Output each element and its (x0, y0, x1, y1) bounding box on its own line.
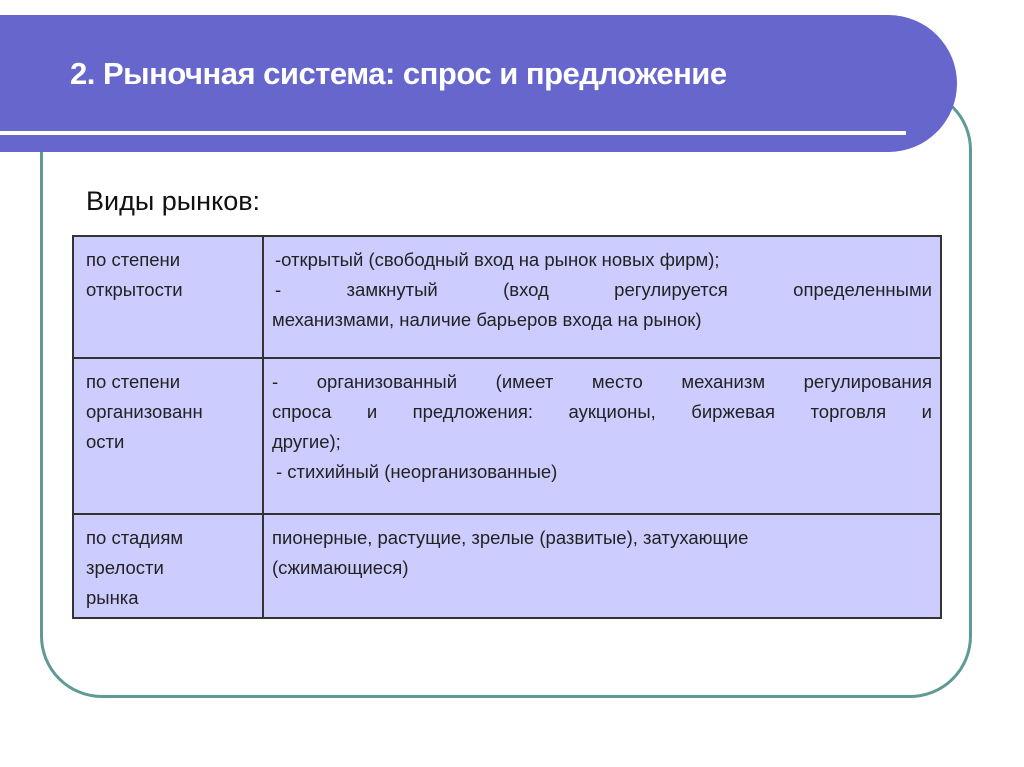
title-divider (0, 131, 906, 135)
description-line: механизмами, наличие барьеров входа на рынок) (272, 309, 702, 330)
table-row (73, 236, 941, 358)
row-description (263, 358, 941, 514)
category-line: организованн (86, 401, 203, 422)
row-category (73, 514, 263, 618)
description-line: спроса и предложения: аукционы, биржевая торговля и (272, 401, 932, 422)
markets-table (72, 235, 942, 619)
description-line: пионерные, растущие, зрелые (развитые), затухающие (272, 527, 749, 548)
description-line: - замкнутый (вход регулируется определенными (275, 279, 932, 300)
category-line: открытости (86, 279, 183, 300)
row-category (73, 358, 263, 514)
table-row (73, 358, 941, 514)
section-heading: Виды рынков: (86, 186, 261, 216)
description-line: (сжимающиеся) (272, 557, 409, 578)
description-line: -открытый (свободный вход на рынок новых фирм); (275, 249, 720, 270)
category-line: зрелости (86, 557, 164, 578)
description-line: - стихийный (неорганизованные) (276, 461, 558, 482)
table-row (73, 514, 941, 618)
row-category (73, 236, 263, 358)
category-line: ости (86, 431, 125, 452)
row-description (263, 514, 941, 618)
row-description (263, 236, 941, 358)
category-line: по стадиям (86, 527, 184, 548)
description-line: другие); (272, 431, 341, 452)
category-line: по степени (86, 371, 181, 392)
category-line: рынка (86, 587, 139, 608)
description-line: - организованный (имеет место механизм регулирования (272, 371, 932, 392)
category-line: по степени (86, 249, 181, 270)
slide-title: 2. Рыночная система: спрос и предложение (70, 56, 727, 91)
